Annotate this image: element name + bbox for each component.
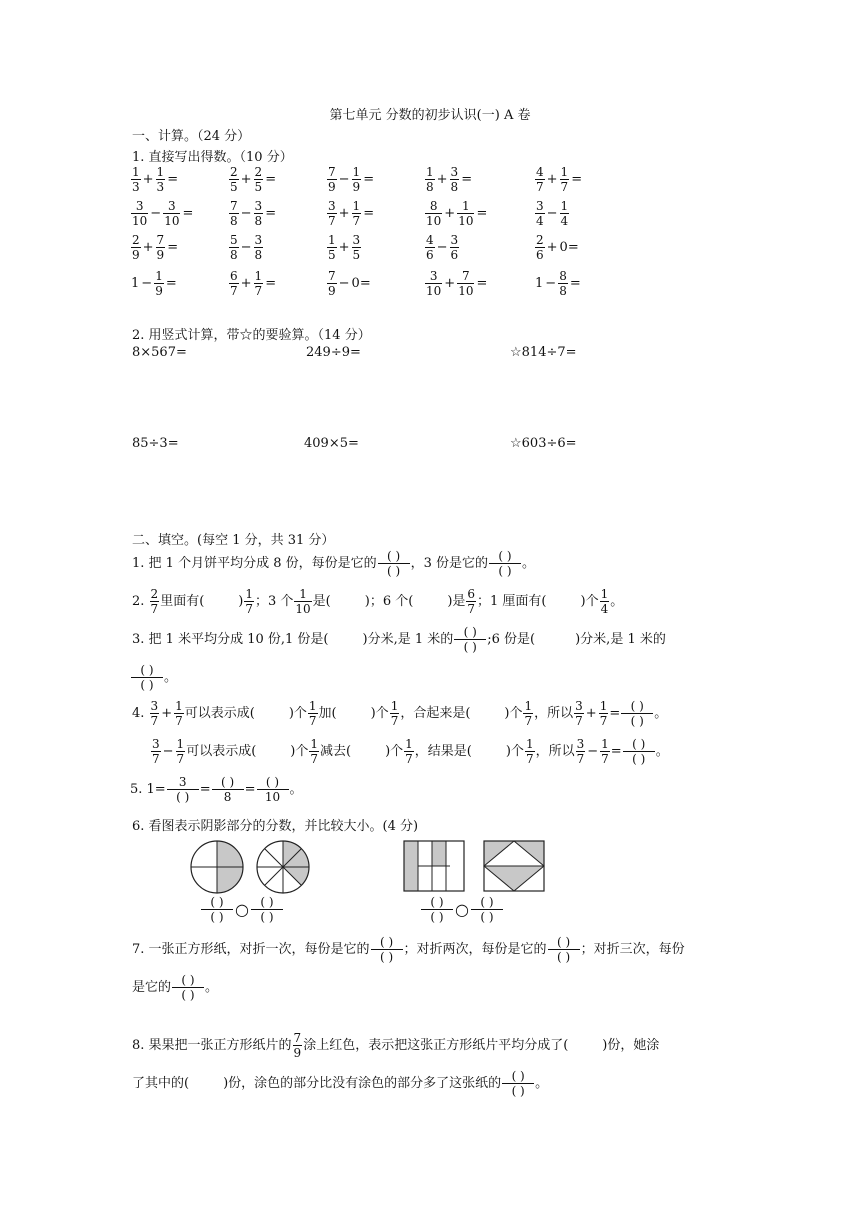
fraction: $\frac{1}{7}$ <box>405 737 413 766</box>
fraction: $\frac{7}{9}$ <box>156 233 165 262</box>
equals-sign: = <box>265 172 277 187</box>
answer-blank[interactable]: ( ) ( ) <box>621 700 653 727</box>
calc-item <box>534 234 580 261</box>
q2-heading: 2. 用竖式计算，带☆的要验算。（14 分） <box>132 328 371 343</box>
answer-blank[interactable]: ( ) ( ) <box>172 974 204 1001</box>
fraction: $\frac{3}{10}$ <box>132 199 148 228</box>
compare-squares <box>420 896 504 923</box>
operator: − <box>240 206 252 221</box>
operator: − <box>545 276 557 291</box>
calc-item <box>326 234 362 261</box>
part2-heading: 二、填空。(每空 1 分，共 31 分） <box>132 533 335 548</box>
operator: − <box>546 206 558 221</box>
fraction: $\frac{2}{5}$ <box>254 165 263 194</box>
calc-item <box>228 270 277 297</box>
fraction: $\frac{1}{7}$ <box>175 699 183 728</box>
q1-text: 1. 把 1 个月饼平均分成 8 份，每份是它的 <box>132 556 377 571</box>
calc-item <box>424 234 460 261</box>
calc-item <box>424 200 488 227</box>
fraction: $\frac{6}{7}$ <box>230 269 238 298</box>
q5-text: 。 <box>289 782 303 797</box>
q7-text: 7. 一张正方形纸，对折一次，每份是它的 <box>132 942 370 957</box>
fraction: $\frac{1}{8}$ <box>426 165 434 194</box>
fraction: $\frac{8}{10}$ <box>426 199 442 228</box>
answer-blank[interactable]: ( ) ( ) <box>502 1070 534 1097</box>
fill-q6: 6. 看图表示阴影部分的分数，并比较大小。(4 分) <box>132 819 419 834</box>
q7-text: 是它的 <box>132 980 172 995</box>
fill-q5 <box>130 776 303 803</box>
answer-blank[interactable]: ( ) ( ) <box>371 936 403 963</box>
vertical-calc: 409×5= <box>304 436 359 451</box>
fraction: $\frac{6}{7}$ <box>467 587 476 616</box>
q4-text: 4. <box>132 706 145 721</box>
vertical-calc: 249÷9= <box>306 345 361 360</box>
whole-number: 1 <box>131 276 140 291</box>
fraction: $\frac{3}{7}$ <box>575 699 583 728</box>
equals-sign: = <box>476 276 488 291</box>
q1-text: ，3 份是它的 <box>410 556 489 571</box>
q3-text: ;6 份是( <box>487 632 536 647</box>
compare-circle-icon[interactable]: ○ <box>455 900 469 919</box>
fraction: $\frac{1}{5}$ <box>328 233 336 262</box>
q1-text: 。 <box>522 556 536 571</box>
equals-sign: = <box>265 276 277 291</box>
equals-sign: = <box>165 276 177 291</box>
fraction: $\frac{2}{6}$ <box>536 233 544 262</box>
answer-blank[interactable]: ( ) ( ) <box>454 626 486 653</box>
operator: + <box>546 172 558 187</box>
operator: − <box>436 240 448 255</box>
operator: + <box>546 240 558 255</box>
vertical-calc: 85÷3= <box>132 436 179 451</box>
q3-text: 。 <box>164 670 178 685</box>
fraction: $\frac{1}{7}$ <box>560 165 569 194</box>
q2-text: )；6 个( <box>364 594 414 609</box>
operator: − <box>240 240 252 255</box>
fraction: $\frac{1}{4}$ <box>600 587 609 616</box>
q2-text: 里面有( <box>160 594 205 609</box>
fraction: $\frac{1}{3}$ <box>132 165 140 194</box>
calc-item <box>130 270 178 297</box>
fraction: $\frac{1}{7}$ <box>308 699 317 728</box>
fraction: $\frac{1}{7}$ <box>599 699 608 728</box>
square-diamond-figure <box>484 841 544 891</box>
fraction: $\frac{1}{7}$ <box>524 699 533 728</box>
compare-circle-icon[interactable]: ○ <box>235 900 249 919</box>
answer-blank[interactable]: ( ) ( ) <box>251 896 283 923</box>
operator: − <box>141 276 153 291</box>
fill-q8-cont <box>132 1070 548 1097</box>
equals-sign: = <box>167 172 179 187</box>
q2-text: ；1 厘面有( <box>477 594 547 609</box>
calc-item <box>228 166 277 193</box>
fraction: $\frac{4}{6}$ <box>426 233 434 262</box>
equals-sign: = <box>199 782 211 797</box>
equals-sign: = <box>569 276 581 291</box>
part1-heading: 一、计算。（24 分） <box>132 129 251 144</box>
q2-text: )个 <box>580 594 599 609</box>
equals-sign: 0= <box>351 276 371 291</box>
fill-q4b <box>150 738 669 765</box>
fraction: $\frac{1}{4}$ <box>560 199 569 228</box>
fraction: $\frac{1}{7}$ <box>390 699 399 728</box>
q4-text: 加( <box>318 706 337 721</box>
calc-item <box>130 200 194 227</box>
fraction: $\frac{7}{9}$ <box>328 269 336 298</box>
fill-q2 <box>132 588 623 615</box>
answer-blank[interactable]: ( ) ( ) <box>471 896 503 923</box>
q8-text: )份，涂色的部分比没有涂色的部分多了这张纸的 <box>223 1076 502 1091</box>
fraction: $\frac{3}{10}$ <box>164 199 180 228</box>
q4-text: 可以表示成( <box>184 706 255 721</box>
operator: + <box>444 276 456 291</box>
fraction: $\frac{7}{9}$ <box>328 165 336 194</box>
shaded-figures <box>186 838 566 896</box>
calc-item <box>424 270 488 297</box>
q7-text: ；对折三次，每份 <box>580 942 685 957</box>
q4-text: 可以表示成( <box>186 744 257 759</box>
fraction: $\frac{1}{7}$ <box>525 737 534 766</box>
q3-text: )分米,是 1 米的 <box>575 632 666 647</box>
fraction: $\frac{1}{3}$ <box>156 165 165 194</box>
calc-item <box>326 200 375 227</box>
equals-sign: = <box>610 744 622 759</box>
calc-item <box>228 234 264 261</box>
operator: + <box>240 172 252 187</box>
compare-circles <box>200 896 284 923</box>
equals-sign: = <box>167 240 179 255</box>
operator: + <box>585 706 597 721</box>
fill-q7-cont <box>132 974 218 1001</box>
q4-text: ，结果是( <box>414 744 472 759</box>
fill-q4a <box>132 700 667 727</box>
answer-blank[interactable]: 3 ( ) <box>167 776 199 803</box>
fraction: $\frac{1}{10}$ <box>295 587 311 616</box>
square-strips-figure <box>404 841 464 891</box>
q4-text: )个 <box>505 744 524 759</box>
answer-blank[interactable]: ( ) ( ) <box>623 738 655 765</box>
fraction: $\frac{3}{7}$ <box>150 699 159 728</box>
operator: − <box>338 276 350 291</box>
calc-item <box>326 270 372 297</box>
page-title: 第七单元 分数的初步认识(一) A 卷 <box>329 108 531 123</box>
equals-sign: = <box>461 172 473 187</box>
fraction: $\frac{3}{6}$ <box>450 233 459 262</box>
fill-q1 <box>132 550 535 577</box>
fraction: $\frac{7}{8}$ <box>230 199 238 228</box>
q1-heading: 1. 直接写出得数。（10 分） <box>132 150 293 165</box>
q2-text: 。 <box>610 594 624 609</box>
q3-text: 3. 把 1 米平均分成 10 份,1 份是( <box>132 632 329 647</box>
q2-text: ；3 个 <box>254 594 294 609</box>
fraction: $\frac{3}{7}$ <box>576 737 585 766</box>
calc-item <box>534 166 583 193</box>
circle-quarters-figure <box>191 841 243 893</box>
q8-text: 。 <box>535 1076 549 1091</box>
fraction: $\frac{1}{7}$ <box>352 199 361 228</box>
answer-blank[interactable]: ( ) ( ) <box>201 896 233 923</box>
operator: + <box>338 240 350 255</box>
calc-item <box>130 234 179 261</box>
operator: + <box>436 172 448 187</box>
answer-blank[interactable]: ( ) 8 <box>212 776 244 803</box>
answer-blank[interactable]: ( ) 10 <box>257 776 289 803</box>
calc-item <box>130 166 179 193</box>
fraction: $\frac{1}{9}$ <box>352 165 361 194</box>
q7-text: ；对折两次，每份是它的 <box>403 942 547 957</box>
calc-item <box>228 200 277 227</box>
fill-q3-cont <box>130 664 177 691</box>
calc-item <box>326 166 375 193</box>
fill-q8 <box>132 1032 659 1059</box>
equals-sign: = <box>265 206 277 221</box>
q7-text: 。 <box>205 980 219 995</box>
fraction: $\frac{7}{9}$ <box>293 1031 302 1060</box>
equals-sign: = <box>363 172 375 187</box>
q3-text: )分米,是 1 米的 <box>362 632 454 647</box>
operator: + <box>161 706 173 721</box>
fraction: $\frac{3}{5}$ <box>352 233 361 262</box>
operator: − <box>150 206 162 221</box>
operator: − <box>338 172 350 187</box>
answer-blank[interactable]: ( ) ( ) <box>421 896 453 923</box>
equals-sign: = <box>363 206 375 221</box>
q8-text: 8. 果果把一张正方形纸片的 <box>132 1038 292 1053</box>
operator: + <box>338 206 350 221</box>
equals-sign: = <box>182 206 194 221</box>
calc-item <box>534 270 582 297</box>
q4-text: ，所以 <box>535 744 575 759</box>
fraction: $\frac{3}{7}$ <box>152 737 160 766</box>
fraction: $\frac{1}{7}$ <box>254 269 263 298</box>
fraction: $\frac{3}{10}$ <box>426 269 442 298</box>
fraction: $\frac{2}{7}$ <box>150 587 159 616</box>
q4-text: ，所以 <box>534 706 574 721</box>
q8-text: )份，她涂 <box>602 1038 660 1053</box>
q2-text: ) <box>238 594 244 609</box>
whole-number: 1 <box>535 276 544 291</box>
fraction: $\frac{3}{4}$ <box>536 199 544 228</box>
equals-sign: = <box>244 782 256 797</box>
fraction: $\frac{1}{7}$ <box>245 587 253 616</box>
fraction: $\frac{2}{5}$ <box>230 165 238 194</box>
calc-item <box>424 166 473 193</box>
q2-text: 2. <box>132 594 145 609</box>
operator: + <box>142 172 154 187</box>
fraction: $\frac{3}{8}$ <box>254 233 263 262</box>
fraction: $\frac{5}{8}$ <box>230 233 238 262</box>
q8-text: 了其中的( <box>132 1076 190 1091</box>
fraction: $\frac{1}{10}$ <box>458 199 474 228</box>
q5-text: 5. 1= <box>130 782 166 797</box>
q4-text: ，合起来是( <box>400 706 471 721</box>
equals-sign: = <box>609 706 621 721</box>
operator: + <box>142 240 154 255</box>
vertical-calc: ☆603÷6= <box>510 436 577 451</box>
q4-text: )个 <box>290 744 309 759</box>
fraction: $\frac{3}{8}$ <box>254 199 263 228</box>
q2-text: 是( <box>312 594 331 609</box>
fraction: $\frac{1}{7}$ <box>310 737 318 766</box>
answer-blank[interactable]: ( ) ( ) <box>548 936 580 963</box>
fill-q7 <box>132 936 685 963</box>
answer-blank[interactable]: ( ) ( ) <box>378 550 410 577</box>
equals-sign: = <box>476 206 488 221</box>
circle-eighths-figure <box>257 841 309 893</box>
equals-sign: = <box>571 172 583 187</box>
vertical-calc: ☆814÷7= <box>510 345 577 360</box>
q4-text: )个 <box>370 706 389 721</box>
fraction: $\frac{1}{7}$ <box>601 737 609 766</box>
operator: + <box>444 206 456 221</box>
answer-blank[interactable]: ( ) ( ) <box>489 550 521 577</box>
q4-text: )个 <box>288 706 307 721</box>
q4-text: )个 <box>504 706 523 721</box>
fraction: $\frac{3}{8}$ <box>450 165 459 194</box>
equals-sign: 0= <box>559 240 579 255</box>
answer-blank[interactable]: ( ) ( ) <box>131 664 163 691</box>
q4-text: )个 <box>385 744 404 759</box>
fraction: $\frac{3}{7}$ <box>328 199 336 228</box>
operator: − <box>162 744 174 759</box>
q4-text: 。 <box>655 744 669 759</box>
calc-item <box>534 200 570 227</box>
fraction: $\frac{7}{10}$ <box>458 269 474 298</box>
fraction: $\frac{1}{9}$ <box>155 269 163 298</box>
operator: − <box>587 744 599 759</box>
fraction: $\frac{2}{9}$ <box>132 233 140 262</box>
q4-text: 减去( <box>319 744 352 759</box>
q8-text: 涂上红色，表示把这张正方形纸片平均分成了( <box>303 1038 569 1053</box>
vertical-calc: 8×567= <box>132 345 187 360</box>
fraction: $\frac{4}{7}$ <box>536 165 544 194</box>
fraction: $\frac{1}{7}$ <box>176 737 185 766</box>
fill-q3 <box>132 626 666 653</box>
fraction: $\frac{8}{8}$ <box>559 269 567 298</box>
q2-text: )是 <box>447 594 466 609</box>
operator: + <box>240 276 252 291</box>
q4-text: 。 <box>654 706 668 721</box>
